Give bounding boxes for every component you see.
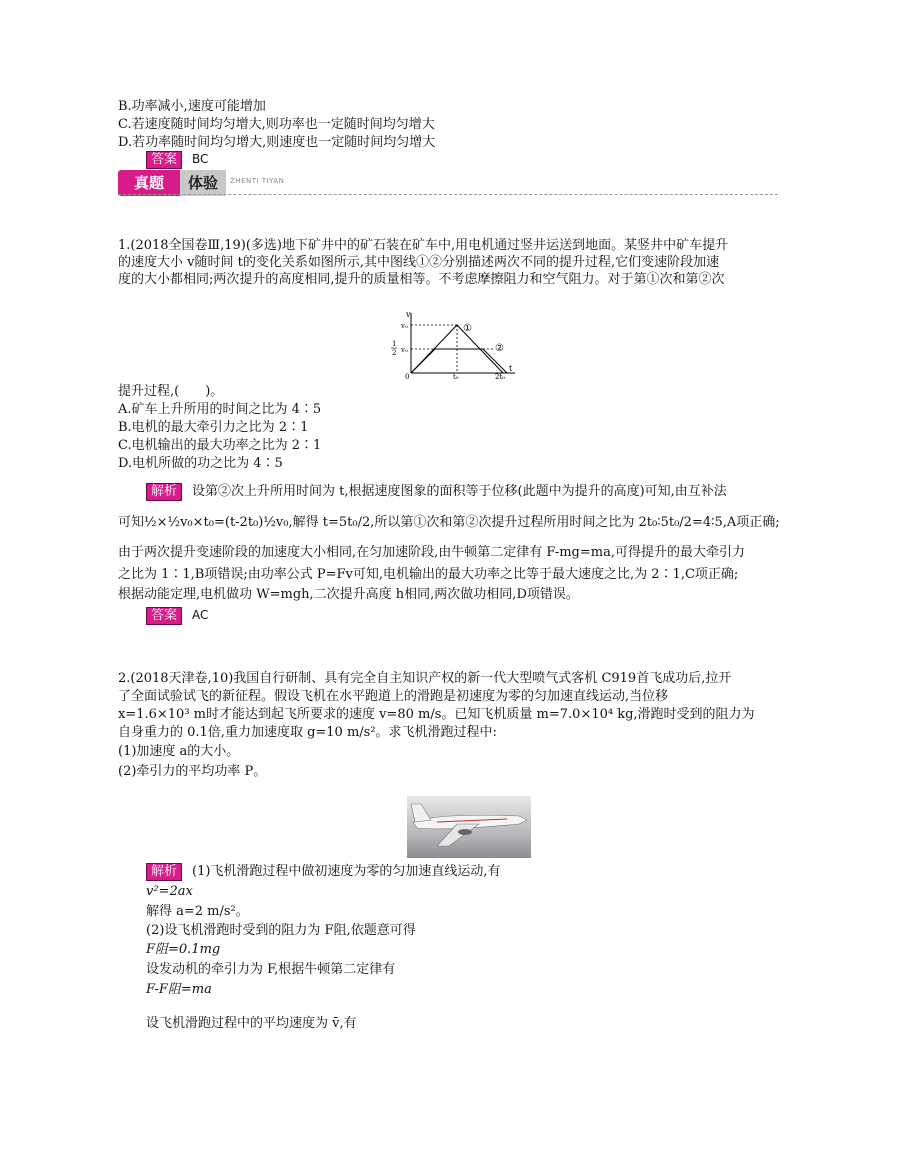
- half-num: 1: [392, 340, 397, 348]
- q2-line-1: 2.(2018天津卷,10)我国自行研制、具有完全自主知识产权的新一代大型喷气式客机 C919首飞成功后,拉开: [118, 671, 732, 686]
- answer-value: AC: [192, 608, 209, 622]
- q2-analysis-1: [146, 863, 501, 881]
- q1-line-3: 度的大小都相同;两次提升的高度相同,提升的质量相等。不考虑摩擦阻力和空气阻力。对于第①次和第②次: [118, 272, 725, 287]
- q1-line-2: 的速度大小 v随时间 t的变化关系如图所示,其中图线①②分别描述两次不同的提升过程,它们变速阶段加速: [118, 255, 720, 270]
- answer-tag: 答案: [146, 151, 182, 169]
- q1-analysis-2: 可知½×½v₀×t₀=(t-2t₀)½v₀,解得 t=5t₀/2,所以第①次和第②次提升过程所用时间之比为 2t₀∶5t₀/2=4∶5,A项正确;: [118, 515, 780, 530]
- q2-analysis-7: F-F阻=ma: [146, 982, 212, 997]
- q1-analysis-4: 之比为 1∶1,B项错误;由功率公式 P=Fv可知,电机输出的最大功率之比等于最大速度之比,为 2∶1,C项正确;: [118, 567, 739, 582]
- 2t0-label: 2t₀: [495, 373, 506, 379]
- q2-analysis-4: (2)设飞机滑跑时受到的阻力为 F阻,依题意可得: [146, 923, 416, 938]
- q2-line-6: (2)牵引力的平均功率 P。: [118, 764, 267, 779]
- v0-label-2: v₀: [401, 346, 408, 354]
- q2-analysis-2: v²=2ax: [146, 884, 193, 899]
- prev-answer: [146, 151, 208, 169]
- q2-line-2: 了全面试验试飞的新征程。假设飞机在水平跑道上的滑跑是初速度为零的匀加速直线运动,当位移: [118, 689, 669, 704]
- banner-part1: 真题: [118, 170, 180, 196]
- q1-line-1: 1.(2018全国卷Ⅲ,19)(多选)地下矿井中的矿石装在矿车中,用电机通过竖井运送到地面。某竖井中矿车提升: [118, 238, 729, 253]
- option-b: B.功率减小,速度可能增加: [118, 99, 266, 114]
- q2-analysis-3: 解得 a=2 m/s²。: [146, 904, 249, 919]
- analysis-tag: 解析: [146, 483, 182, 501]
- q2-analysis-6: 设发动机的牵引力为 F,根据牛顿第二定律有: [146, 962, 396, 977]
- t0-label: t₀: [453, 373, 459, 379]
- airplane-icon: [407, 796, 531, 858]
- airplane-photo: [407, 796, 531, 858]
- option-c: C.若速度随时间均匀增大,则功率也一定随时间均匀增大: [118, 117, 435, 132]
- analysis-tag: 解析: [146, 863, 182, 881]
- q2-line-4: 自身重力的 0.1倍,重力加速度取 g=10 m/s²。求飞机滑跑过程中:: [118, 725, 497, 740]
- banner-rule: [118, 194, 778, 195]
- answer-value: BC: [192, 152, 209, 166]
- v-axis-label: v: [406, 310, 411, 319]
- option-d: D.若功率随时间均匀增大,则速度也一定随时间均匀增大: [118, 135, 436, 150]
- q2-analysis-5: F阻=0.1mg: [146, 942, 221, 957]
- banner-sub: ZHENTI TIYAN: [230, 177, 285, 185]
- origin-label: 0: [405, 373, 410, 379]
- q1-analysis-5: 根据动能定理,电机做功 W=mgh,二次提升高度 h相同,两次做功相同,D项错误。: [118, 587, 579, 602]
- half-den: 2: [392, 349, 397, 357]
- q1-answer: [146, 607, 208, 625]
- vt-graph: [383, 307, 523, 379]
- q1-analysis-3: 由于两次提升变速阶段的加速度大小相同,在匀加速阶段,由牛顿第二定律有 F-mg=ma,可得提升的最大牵引力: [118, 545, 745, 560]
- curve-2: [411, 349, 507, 373]
- answer-tag: 答案: [146, 607, 182, 625]
- q1-analysis-text-1: 设第②次上升所用时间为 t,根据速度图象的面积等于位移(此题中为提升的高度)可知,由互补法: [192, 484, 727, 499]
- q2-analysis-8: 设飞机滑跑过程中的平均速度为 v̄,有: [146, 1016, 357, 1031]
- q1-option-c: C.电机输出的最大功率之比为 2∶1: [118, 438, 322, 453]
- q2-line-5: (1)加速度 a的大小。: [118, 744, 240, 759]
- q1-option-a: A.矿车上升所用的时间之比为 4∶5: [118, 402, 322, 417]
- curve-1-label: ①: [463, 323, 472, 334]
- q1-after-graph: 提升过程,( )。: [118, 384, 224, 399]
- q2-line-3: x=1.6×10³ m时才能达到起飞所要求的速度 v=80 m/s。已知飞机质量 m=7.0×10⁴ kg,滑跑时受到的阻力为: [118, 707, 755, 722]
- curve-2-label: ②: [495, 343, 504, 354]
- q2-analysis-text-1: (1)飞机滑跑过程中做初速度为零的匀加速直线运动,有: [192, 864, 501, 879]
- t-axis-label: t: [509, 364, 513, 373]
- q1-option-b: B.电机的最大牵引力之比为 2∶1: [118, 420, 309, 435]
- banner-part2: 体验: [180, 170, 226, 196]
- v0-label: v₀: [401, 322, 408, 330]
- section-banner: [118, 170, 778, 196]
- q1-analysis-1: [146, 483, 727, 501]
- q1-option-d: D.电机所做的功之比为 4∶5: [118, 456, 283, 471]
